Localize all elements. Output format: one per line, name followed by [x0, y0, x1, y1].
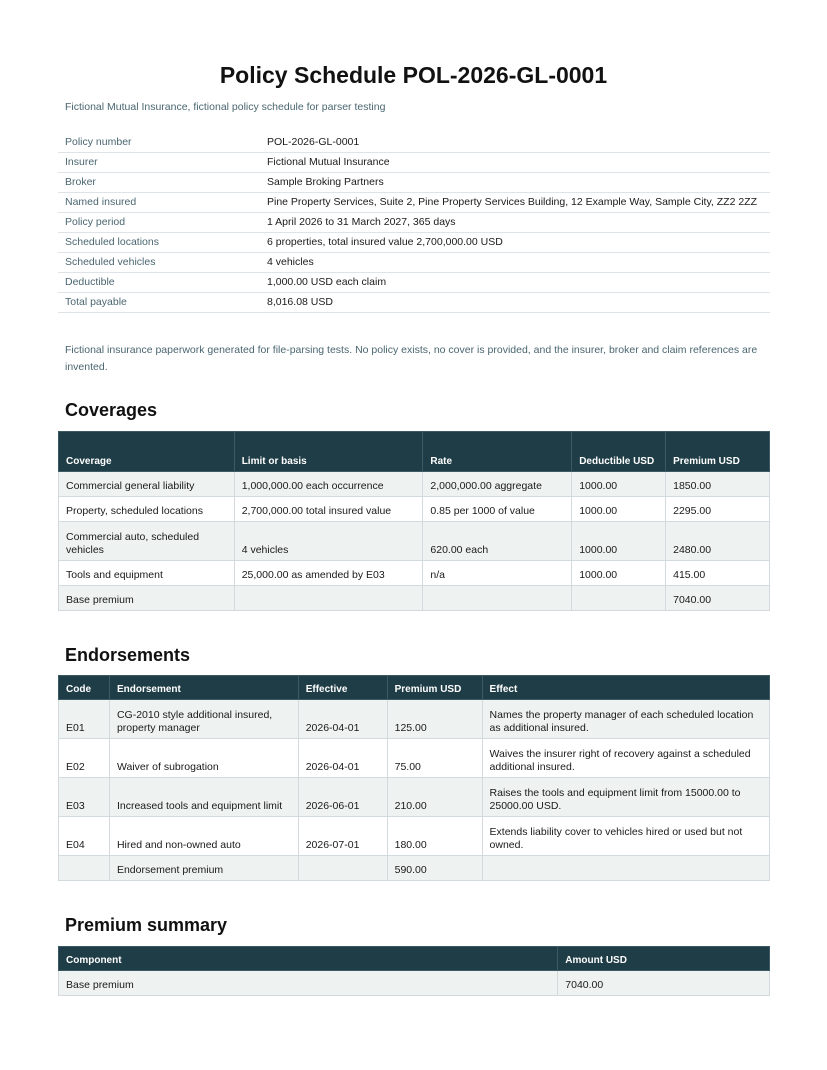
table-row [59, 778, 770, 817]
table-row [59, 561, 770, 586]
table-cell: E01 [59, 700, 110, 739]
policy-details-table [58, 133, 770, 313]
table-row [59, 522, 770, 561]
detail-label: Scheduled vehicles [58, 253, 260, 273]
table-cell: Commercial auto, scheduled vehicles [59, 522, 235, 561]
table-cell: Endorsement premium [109, 856, 298, 881]
coverages-heading: Coverages [65, 400, 158, 420]
detail-value: 1 April 2026 to 31 March 2027, 365 days [260, 213, 770, 233]
table-cell: E03 [59, 778, 110, 817]
table-cell: Commercial general liability [59, 472, 235, 497]
table-cell: Hired and non-owned auto [109, 817, 298, 856]
table-cell: E02 [59, 739, 110, 778]
page-subtitle: Fictional Mutual Insurance, fictional policy schedule for parser testing [65, 101, 386, 113]
column-header: Deductible USD [572, 432, 666, 472]
column-header: Code [59, 676, 110, 700]
table-cell: Base premium [59, 586, 235, 611]
table-cell: 2026-06-01 [298, 778, 387, 817]
table-cell [423, 586, 572, 611]
table-cell: 210.00 [387, 778, 482, 817]
detail-row [58, 293, 770, 313]
column-header: Limit or basis [234, 432, 423, 472]
column-header: Coverage [59, 432, 235, 472]
page-title: Policy Schedule POL-2026-GL-0001 [219, 62, 608, 88]
detail-value: Sample Broking Partners [260, 173, 770, 193]
detail-row [58, 153, 770, 173]
endorsements-heading: Endorsements [65, 645, 191, 665]
table-cell: 1000.00 [572, 497, 666, 522]
table-cell: 1000.00 [572, 472, 666, 497]
table-row [59, 497, 770, 522]
table-cell: 180.00 [387, 817, 482, 856]
table-cell: 125.00 [387, 700, 482, 739]
table-cell: Tools and equipment [59, 561, 235, 586]
table-cell: 2,000,000.00 aggregate [423, 472, 572, 497]
table-cell [234, 586, 423, 611]
detail-row [58, 273, 770, 293]
coverages-table [58, 431, 770, 611]
detail-value: Pine Property Services, Suite 2, Pine Property Services Building, 12 Example Way, Sample City, ZZ2 2ZZ [260, 193, 770, 213]
premium-summary-table [58, 946, 770, 996]
table-cell: 25,000.00 as amended by E03 [234, 561, 423, 586]
detail-label: Total payable [58, 293, 260, 313]
table-cell: 2026-04-01 [298, 739, 387, 778]
table-cell [482, 856, 769, 881]
detail-label: Named insured [58, 193, 260, 213]
detail-label: Scheduled locations [58, 233, 260, 253]
table-cell: 0.85 per 1000 of value [423, 497, 572, 522]
table-cell: 1000.00 [572, 561, 666, 586]
detail-value: Fictional Mutual Insurance [260, 153, 770, 173]
detail-row [58, 253, 770, 273]
table-cell [572, 586, 666, 611]
table-cell: Base premium [59, 971, 558, 996]
table-cell [59, 856, 110, 881]
detail-label: Policy number [58, 133, 260, 153]
column-header: Component [59, 947, 558, 971]
column-header: Premium USD [387, 676, 482, 700]
detail-label: Policy period [58, 213, 260, 233]
detail-value: 1,000.00 USD each claim [260, 273, 770, 293]
table-cell [298, 856, 387, 881]
table-cell: 75.00 [387, 739, 482, 778]
table-cell: 590.00 [387, 856, 482, 881]
table-cell: Waiver of subrogation [109, 739, 298, 778]
detail-value: 6 properties, total insured value 2,700,000.00 USD [260, 233, 770, 253]
endorsements-table [58, 675, 770, 881]
detail-row [58, 193, 770, 213]
table-cell: Property, scheduled locations [59, 497, 235, 522]
table-row [59, 700, 770, 739]
detail-value: 4 vehicles [260, 253, 770, 273]
column-header: Endorsement [109, 676, 298, 700]
table-cell: 7040.00 [558, 971, 770, 996]
table-cell: Raises the tools and equipment limit from 15000.00 to 25000.00 USD. [482, 778, 769, 817]
table-cell: Extends liability cover to vehicles hired or used but not owned. [482, 817, 769, 856]
column-header: Premium USD [666, 432, 770, 472]
table-cell: Names the property manager of each scheduled location as additional insured. [482, 700, 769, 739]
table-cell: 2295.00 [666, 497, 770, 522]
table-cell: 2026-04-01 [298, 700, 387, 739]
table-row [59, 971, 770, 996]
detail-label: Deductible [58, 273, 260, 293]
table-row [59, 739, 770, 778]
table-row [59, 472, 770, 497]
table-cell: Increased tools and equipment limit [109, 778, 298, 817]
table-cell: n/a [423, 561, 572, 586]
table-cell: 1850.00 [666, 472, 770, 497]
column-header: Effect [482, 676, 769, 700]
table-row [59, 856, 770, 881]
table-cell: 4 vehicles [234, 522, 423, 561]
disclaimer-text: Fictional insurance paperwork generated for file-parsing tests. No policy exists, no cover is provided, and the insurer, broker and claim references are invented. [65, 344, 758, 373]
detail-row [58, 213, 770, 233]
table-cell: 2480.00 [666, 522, 770, 561]
detail-row [58, 233, 770, 253]
detail-label: Insurer [58, 153, 260, 173]
detail-value: 8,016.08 USD [260, 293, 770, 313]
column-header: Effective [298, 676, 387, 700]
column-header: Rate [423, 432, 572, 472]
table-cell: E04 [59, 817, 110, 856]
detail-value: POL-2026-GL-0001 [260, 133, 770, 153]
table-cell: 620.00 each [423, 522, 572, 561]
table-cell: 2,700,000.00 total insured value [234, 497, 423, 522]
column-header: Amount USD [558, 947, 770, 971]
table-cell: 7040.00 [666, 586, 770, 611]
table-cell: 415.00 [666, 561, 770, 586]
table-cell: 1000.00 [572, 522, 666, 561]
premium-summary-heading: Premium summary [65, 915, 228, 935]
detail-label: Broker [58, 173, 260, 193]
table-cell: Waives the insurer right of recovery against a scheduled additional insured. [482, 739, 769, 778]
detail-row [58, 173, 770, 193]
table-cell: CG-2010 style additional insured, property manager [109, 700, 298, 739]
table-row [59, 817, 770, 856]
table-row [59, 586, 770, 611]
table-cell: 2026-07-01 [298, 817, 387, 856]
detail-row [58, 133, 770, 153]
table-cell: 1,000,000.00 each occurrence [234, 472, 423, 497]
